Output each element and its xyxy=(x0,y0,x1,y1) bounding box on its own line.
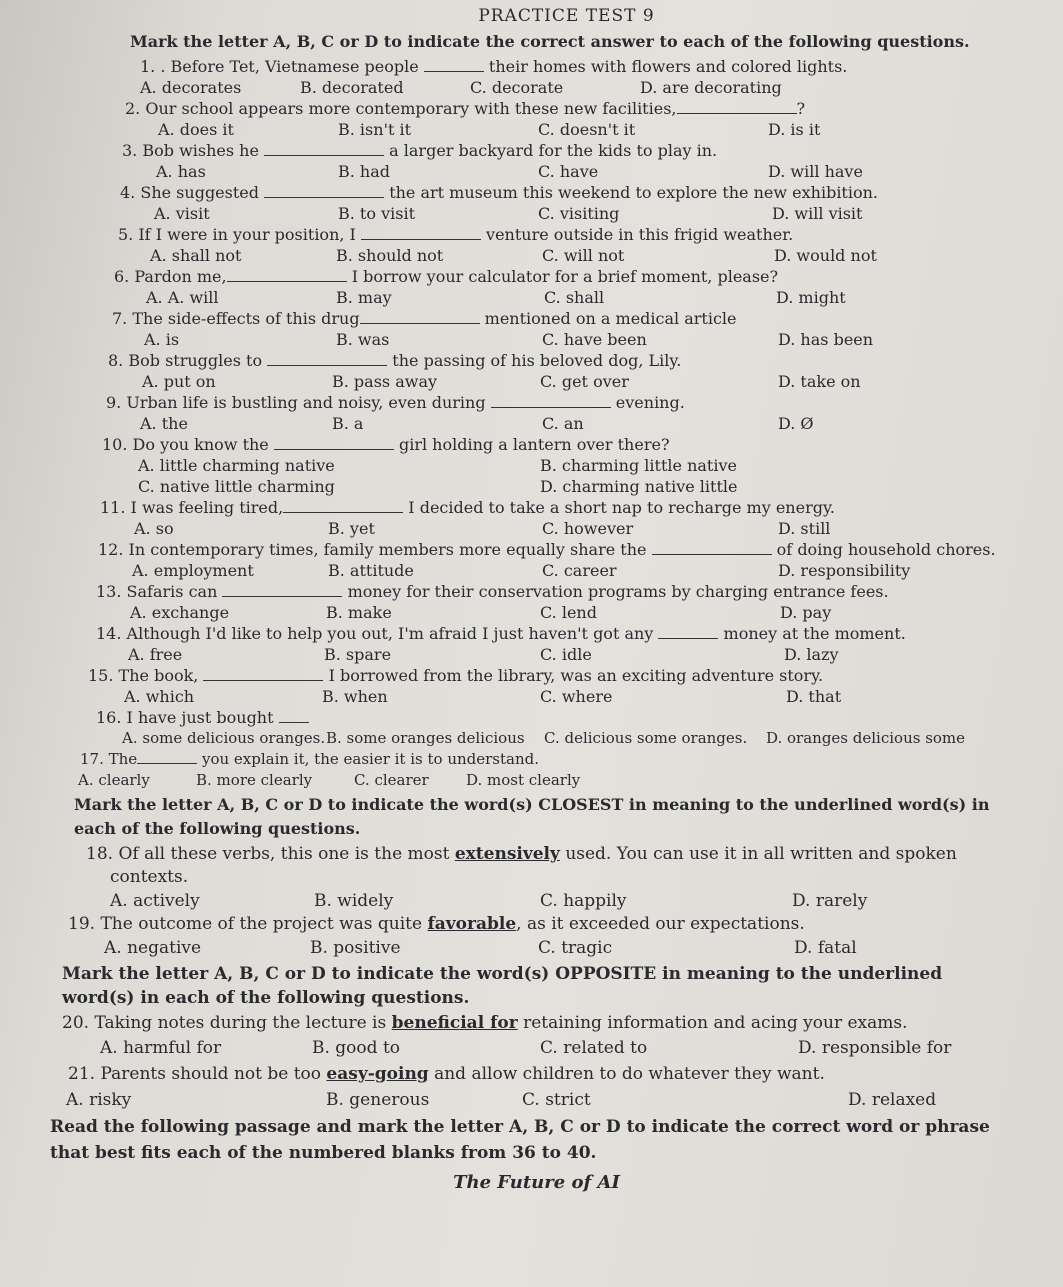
answer-blank[interactable] xyxy=(361,225,481,240)
option-b[interactable]: B. some oranges delicious xyxy=(326,729,525,747)
option-a[interactable]: A. clearly xyxy=(78,771,150,789)
option-b[interactable]: B. widely xyxy=(314,891,394,911)
option-d[interactable]: D. charming native little xyxy=(540,477,738,496)
option-c[interactable]: C. have been xyxy=(542,330,647,349)
option-d[interactable]: D. will visit xyxy=(772,204,863,223)
option-a[interactable]: A. has xyxy=(156,162,206,181)
option-c[interactable]: C. however xyxy=(542,519,634,538)
option-d[interactable]: D. fatal xyxy=(794,938,857,958)
question-17: 17. The you explain it, the easier it is to understand. xyxy=(80,750,539,768)
instruction-passage: Read the following passage and mark the letter A, B, C or D to indicate the correct word or phrase that best fits each of the numbered blanks from 36 to 40. xyxy=(50,1117,990,1163)
option-d[interactable]: D. oranges delicious some xyxy=(766,729,966,747)
option-d[interactable]: D. that xyxy=(786,687,842,706)
options-18 xyxy=(110,889,1023,913)
option-b[interactable]: B. a xyxy=(332,414,364,433)
option-b[interactable]: B. positive xyxy=(310,938,401,958)
option-b[interactable]: B. had xyxy=(338,162,391,181)
answer-blank[interactable] xyxy=(264,183,384,198)
option-c[interactable]: C. related to xyxy=(540,1038,648,1058)
underlined-word: extensively xyxy=(454,844,560,864)
option-a[interactable]: A. decorates xyxy=(140,78,242,97)
option-d[interactable]: D. has been xyxy=(778,330,874,349)
underlined-word: favorable xyxy=(427,914,517,934)
option-d[interactable]: D. responsibility xyxy=(778,561,911,580)
options-11 xyxy=(134,518,1023,539)
answer-blank[interactable] xyxy=(203,666,323,681)
option-b[interactable]: B. when xyxy=(322,687,388,706)
option-a[interactable]: A. A. will xyxy=(146,288,219,307)
option-c[interactable]: C. tragic xyxy=(538,938,613,958)
option-c[interactable]: C. happily xyxy=(540,891,627,911)
option-a[interactable]: A. some delicious oranges. xyxy=(122,729,326,747)
question-16: 16. I have just bought xyxy=(96,707,1023,728)
option-c[interactable]: C. career xyxy=(542,561,617,580)
question-13: 13. Safaris can money for their conservation programs by charging entrance fees. xyxy=(96,582,889,601)
answer-blank[interactable] xyxy=(677,99,797,114)
option-d[interactable]: D. Ø xyxy=(778,414,814,433)
options-9 xyxy=(140,413,1023,434)
option-a[interactable]: A. so xyxy=(134,519,174,538)
answer-blank[interactable] xyxy=(137,749,197,764)
options-14 xyxy=(128,644,1023,665)
options-15 xyxy=(124,686,1023,707)
option-a[interactable]: A. does it xyxy=(158,120,234,139)
option-d[interactable]: D. pay xyxy=(780,603,832,622)
instruction-opposite-meaning: Mark the letter A, B, C or D to indicate the word(s) OPPOSITE in meaning to the underlined word(s) in each of the following questions. xyxy=(62,964,943,1008)
option-a[interactable]: A. the xyxy=(140,414,188,433)
answer-blank[interactable] xyxy=(274,435,394,450)
question-18: 18. Of all these verbs, this one is the most extensively used. You can use it in all written and spoken contexts. xyxy=(86,844,957,887)
answer-blank[interactable] xyxy=(658,624,718,639)
option-d[interactable]: D. take on xyxy=(778,372,861,391)
option-d[interactable]: D. rarely xyxy=(792,891,868,911)
option-c[interactable]: C. will not xyxy=(542,246,625,265)
option-a[interactable]: A. free xyxy=(128,645,183,664)
question-19: 19. The outcome of the project was quite favorable, as it exceeded our expectations. xyxy=(68,914,805,934)
option-b[interactable]: B. charming little native xyxy=(540,456,737,475)
options-21 xyxy=(66,1088,1023,1112)
option-b[interactable]: B. decorated xyxy=(300,78,404,97)
options-8 xyxy=(142,371,1023,392)
question-2: 2. Our school appears more contemporary with these new facilities, ? xyxy=(125,99,806,118)
option-c[interactable]: C. idle xyxy=(540,645,592,664)
answer-blank[interactable] xyxy=(652,540,772,555)
option-b[interactable]: B. to visit xyxy=(338,204,415,223)
option-d[interactable]: D. responsible for xyxy=(798,1038,952,1058)
options-12 xyxy=(132,560,1023,581)
option-d[interactable]: D. will have xyxy=(768,162,863,181)
answer-blank[interactable] xyxy=(283,498,403,513)
option-c[interactable]: C. native little charming xyxy=(138,477,335,496)
option-a[interactable]: A. little charming native xyxy=(138,456,335,475)
option-d[interactable]: D. would not xyxy=(774,246,877,265)
option-a[interactable]: A. employment xyxy=(132,561,254,580)
question-3: 3. Bob wishes he a larger backyard for the kids to play in. xyxy=(122,141,718,160)
option-b[interactable]: B. make xyxy=(326,603,392,622)
options-10b xyxy=(138,476,1023,497)
passage-title: The Future of AI xyxy=(453,1172,620,1193)
option-c[interactable]: C. an xyxy=(542,414,584,433)
question-10: 10. Do you know the girl holding a lantern over there? xyxy=(102,435,670,454)
option-a[interactable]: A. put on xyxy=(142,372,216,391)
options-16 xyxy=(122,728,1023,749)
option-c[interactable]: C. where xyxy=(540,687,613,706)
option-a[interactable]: A. which xyxy=(124,687,195,706)
option-b[interactable]: B. more clearly xyxy=(196,771,313,789)
options-5 xyxy=(150,245,1023,266)
option-a[interactable]: A. is xyxy=(144,330,180,349)
option-b[interactable]: B. attitude xyxy=(328,561,414,580)
question-5: 5. If I were in your position, I venture outside in this frigid weather. xyxy=(118,225,794,244)
options-6 xyxy=(146,287,1023,308)
option-c[interactable]: C. lend xyxy=(540,603,597,622)
answer-blank[interactable] xyxy=(267,351,387,366)
answer-blank[interactable] xyxy=(491,393,611,408)
options-19 xyxy=(104,936,1023,960)
option-c[interactable]: C. shall xyxy=(544,288,605,307)
question-14: 14. Although I'd like to help you out, I'm afraid I just haven't got any money at the moment. xyxy=(96,624,906,643)
option-a[interactable]: A. exchange xyxy=(130,603,230,622)
options-3 xyxy=(156,161,1023,182)
option-b[interactable]: B. was xyxy=(336,330,390,349)
instruction-correct-answer: Mark the letter A, B, C or D to indicate the correct answer to each of the following questions. xyxy=(130,32,970,51)
question-9: 9. Urban life is bustling and noisy, even during evening. xyxy=(106,393,685,412)
options-4 xyxy=(154,203,1023,224)
option-a[interactable]: A. risky xyxy=(66,1090,132,1110)
option-b[interactable]: B. spare xyxy=(324,645,392,664)
option-b[interactable]: B. yet xyxy=(328,519,375,538)
question-11: 11. I was feeling tired, I decided to take a short nap to recharge my energy. xyxy=(100,498,835,517)
question-21: 21. Parents should not be too easy-going and allow children to do whatever they want. xyxy=(68,1064,825,1084)
options-10a xyxy=(138,455,1023,476)
option-b[interactable]: B. may xyxy=(336,288,392,307)
question-15: 15. The book, I borrowed from the library, was an exciting adventure story. xyxy=(88,666,824,685)
option-d[interactable]: D. most clearly xyxy=(466,771,581,789)
options-2 xyxy=(158,119,1023,140)
option-c[interactable]: C. decorate xyxy=(470,78,564,97)
option-d[interactable]: D. are decorating xyxy=(640,78,782,97)
option-b[interactable]: B. good to xyxy=(312,1038,401,1058)
option-a[interactable]: A. harmful for xyxy=(100,1038,222,1058)
option-c[interactable]: C. have xyxy=(538,162,599,181)
option-c[interactable]: C. delicious some oranges. xyxy=(544,729,748,747)
option-c[interactable]: C. get over xyxy=(540,372,629,391)
option-b[interactable]: B. generous xyxy=(326,1090,430,1110)
question-20: 20. Taking notes during the lecture is beneficial for retaining information and acing your exams. xyxy=(62,1013,908,1033)
option-c[interactable]: C. strict xyxy=(522,1090,591,1110)
question-4: 4. She suggested the art museum this weekend to explore the new exhibition. xyxy=(120,183,878,202)
answer-blank[interactable] xyxy=(424,57,484,72)
option-d[interactable]: D. still xyxy=(778,519,831,538)
option-a[interactable]: A. visit xyxy=(154,204,210,223)
option-d[interactable]: D. is it xyxy=(768,120,821,139)
option-a[interactable]: A. negative xyxy=(104,938,202,958)
answer-blank[interactable] xyxy=(360,309,480,324)
question-8: 8. Bob struggles to the passing of his beloved dog, Lily. xyxy=(108,351,682,370)
options-1 xyxy=(140,77,1023,98)
answer-blank[interactable] xyxy=(264,141,384,156)
question-12: 12. In contemporary times, family members more equally share the of doing household chores. xyxy=(98,540,996,559)
option-d[interactable]: D. lazy xyxy=(784,645,839,664)
question-6: 6. Pardon me, I borrow your calculator for a brief moment, please? xyxy=(114,267,779,286)
option-c[interactable]: C. clearer xyxy=(354,771,429,789)
answer-blank[interactable] xyxy=(279,708,309,723)
question-7: 7. The side-effects of this drug mentioned on a medical article xyxy=(112,309,737,328)
option-a[interactable]: A. actively xyxy=(110,891,200,911)
option-d[interactable]: D. might xyxy=(776,288,846,307)
option-d[interactable]: D. relaxed xyxy=(848,1090,937,1110)
options-17 xyxy=(78,770,1023,791)
option-c[interactable]: C. visiting xyxy=(538,204,620,223)
instruction-closest-meaning: Mark the letter A, B, C or D to indicate the word(s) CLOSEST in meaning to the underlined word(s) in each of the following questions. xyxy=(74,795,990,838)
options-20 xyxy=(100,1035,1023,1061)
options-7 xyxy=(144,329,1023,350)
option-b[interactable]: B. should not xyxy=(336,246,444,265)
page-title: PRACTICE TEST 9 xyxy=(478,6,655,26)
option-a[interactable]: A. shall not xyxy=(150,246,242,265)
underlined-word: beneficial for xyxy=(391,1013,518,1033)
options-13 xyxy=(130,602,1023,623)
option-b[interactable]: B. pass away xyxy=(332,372,438,391)
answer-blank[interactable] xyxy=(227,267,347,282)
answer-blank[interactable] xyxy=(222,582,342,597)
option-b[interactable]: B. isn't it xyxy=(338,120,412,139)
underlined-word: easy-going xyxy=(326,1064,429,1084)
question-1: 1. . Before Tet, Vietnamese people their homes with flowers and colored lights. xyxy=(140,57,848,76)
option-c[interactable]: C. doesn't it xyxy=(538,120,636,139)
